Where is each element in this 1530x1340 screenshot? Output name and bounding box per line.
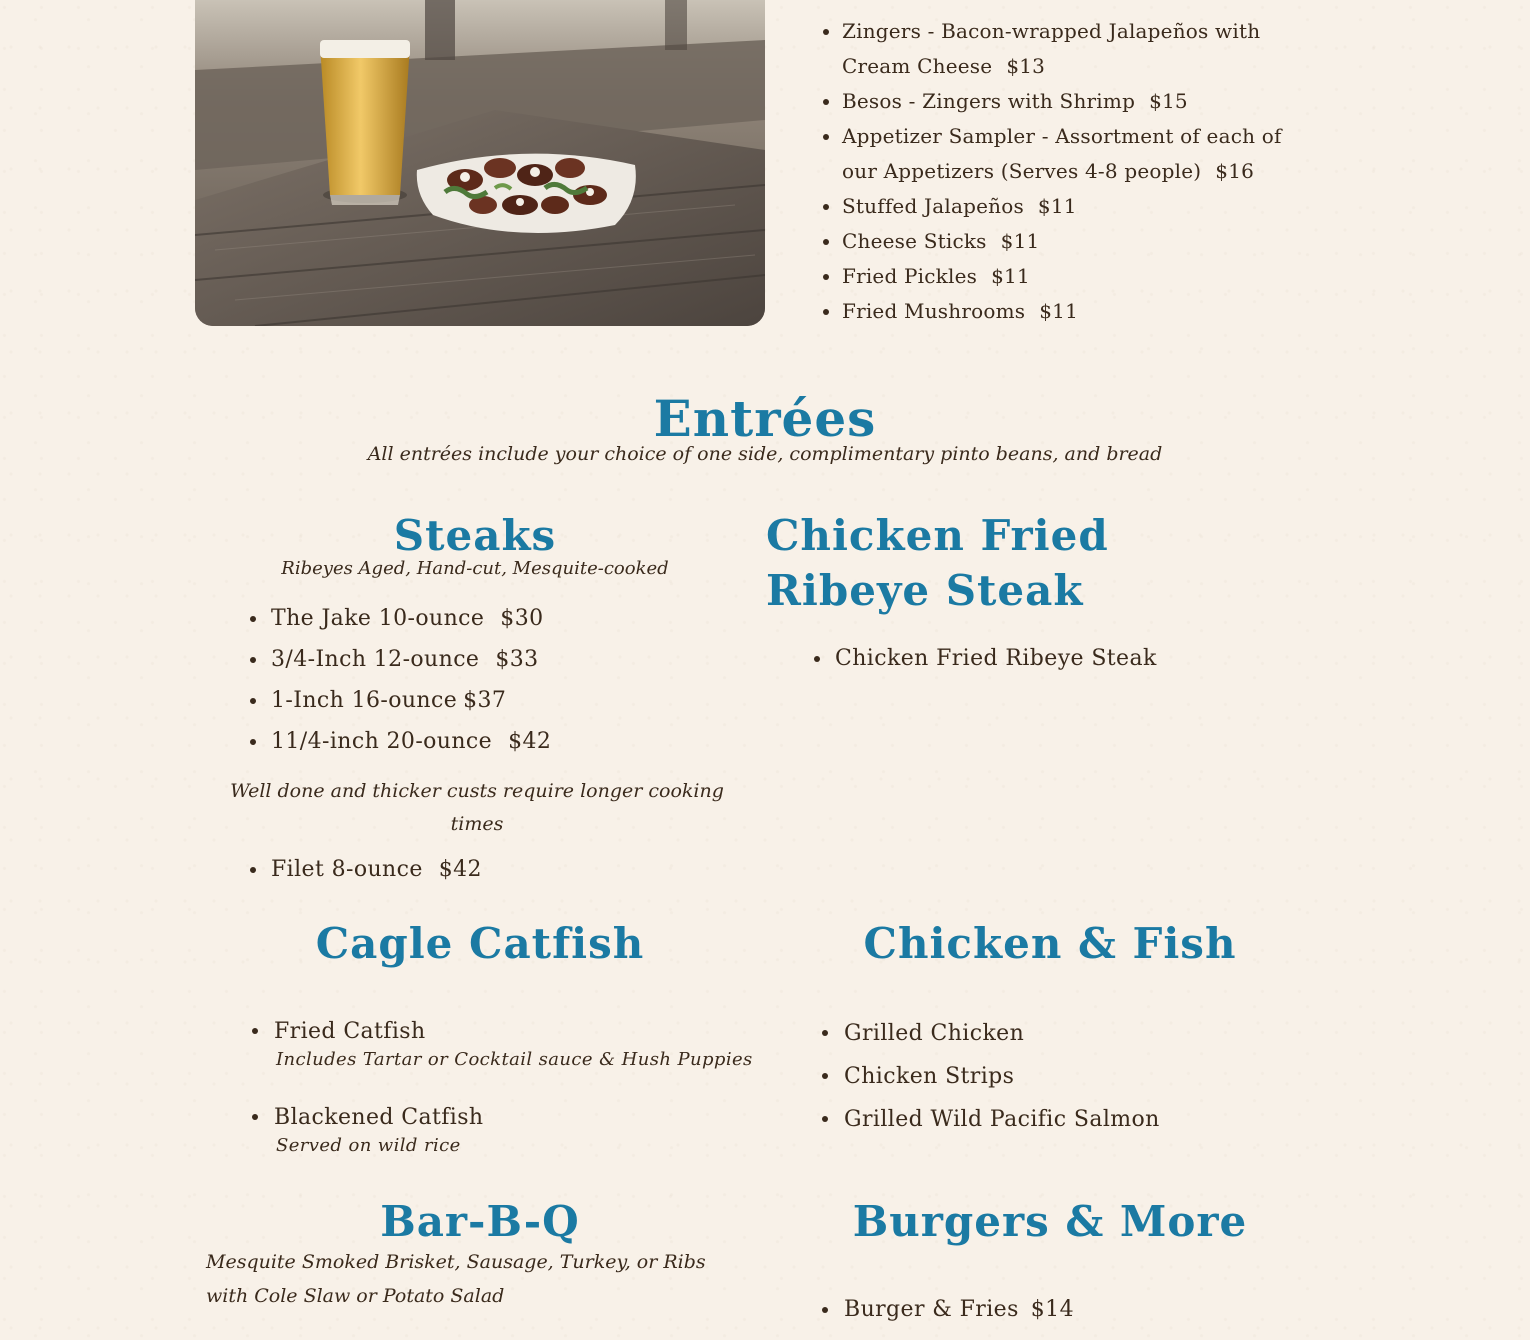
food-photo [195, 0, 765, 326]
item-name: Stuffed Jalapeños [842, 194, 1024, 218]
list-item [271, 680, 751, 721]
item-name: Appetizer Sampler - Assortment of each of our Appetizers (Serves 4-8 people) [842, 124, 1282, 183]
item-description: Includes Tartar or Cocktail sauce & Hush Puppies [276, 1049, 753, 1070]
steaks-title: Steaks [393, 511, 557, 560]
entrees-subtitle: All entrées include your choice of one side, complimentary pinto beans, and bread [367, 443, 1163, 465]
list-item [271, 849, 751, 890]
list-item [842, 294, 1292, 329]
item-name: 11/4-inch 20-ounce [271, 729, 493, 754]
burgers-title: Burgers & More [852, 1197, 1248, 1246]
item-price: $11 [1037, 194, 1077, 218]
item-name: Zingers - Bacon-wrapped Jalapeños with Cream Cheese [842, 19, 1261, 78]
item-price: $42 [438, 857, 482, 882]
list-item [842, 224, 1292, 259]
item-price: $30 [500, 606, 544, 631]
catfish-title: Cagle Catfish [315, 919, 645, 968]
list-item [842, 189, 1292, 224]
item-name: 1-Inch 16-ounce [271, 688, 458, 713]
item-price: $33 [495, 647, 539, 672]
catfish-list [274, 1012, 774, 1154]
food-photo-image [195, 0, 765, 326]
item-price: $13 [1006, 54, 1046, 78]
chicken-fish-list [844, 1012, 1304, 1141]
item-price: $14 [1030, 1297, 1074, 1322]
item-name: Grilled Chicken [844, 1021, 1025, 1046]
item-price: $11 [1000, 229, 1040, 253]
item-description: Served on wild rice [276, 1135, 461, 1156]
list-item [271, 721, 751, 762]
item-price: $42 [508, 729, 552, 754]
item-price: $11 [1039, 299, 1078, 323]
list-item [844, 1289, 1304, 1330]
item-name: Besos - Zingers with Shrimp [842, 89, 1136, 113]
list-item [844, 1012, 1304, 1055]
list-item [844, 1055, 1304, 1098]
item-name: Chicken Fried Ribeye Steak [835, 646, 1157, 671]
item-name: Blackened Catfish [274, 1105, 484, 1130]
list-item [842, 259, 1292, 294]
entrees-title: Entrées [653, 389, 877, 448]
list-item [271, 639, 751, 680]
list-item [842, 14, 1292, 84]
list-item [274, 1098, 774, 1154]
item-name: Grilled Wild Pacific Salmon [844, 1107, 1160, 1132]
item-price: $11 [991, 264, 1030, 288]
list-item [842, 84, 1292, 119]
burgers-list [844, 1289, 1304, 1330]
steaks-subtitle: Ribeyes Aged, Hand-cut, Mesquite-cooked [281, 558, 669, 579]
list-item [844, 1098, 1304, 1141]
item-name: The Jake 10-ounce [271, 606, 485, 631]
steaks-note: Well done and thicker custs require longer cooking times [230, 780, 724, 835]
bbq-subtitle: Mesquite Smoked Brisket, Sausage, Turkey, or Ribs with Cole Slaw or Potato Salad [206, 1251, 706, 1307]
list-item [274, 1012, 774, 1068]
list-item [835, 638, 1295, 679]
item-price: $15 [1149, 89, 1188, 113]
item-name: Cheese Sticks [842, 229, 987, 253]
item-name: Chicken Strips [844, 1064, 1015, 1089]
item-price: $16 [1215, 159, 1255, 183]
item-name: Fried Catfish [274, 1019, 426, 1044]
item-name: Burger & Fries [844, 1297, 1019, 1322]
filet-list [271, 849, 751, 890]
item-name: Filet 8-ounce [271, 857, 423, 882]
item-name: Fried Pickles [842, 264, 978, 288]
chicken-fried-ribeye-list [835, 638, 1295, 679]
appetizer-list [842, 14, 1292, 329]
item-name: 3/4-Inch 12-ounce [271, 647, 480, 672]
bbq-title: Bar-B-Q [380, 1197, 580, 1246]
list-item [271, 598, 751, 639]
list-item [842, 119, 1292, 189]
item-name: Fried Mushrooms [842, 299, 1026, 323]
chicken-fish-title: Chicken & Fish [863, 919, 1237, 968]
steaks-list [271, 598, 751, 762]
item-price: $37 [463, 688, 507, 713]
chicken-fried-ribeye-title: Chicken Fried Ribeye Steak [766, 511, 1109, 615]
